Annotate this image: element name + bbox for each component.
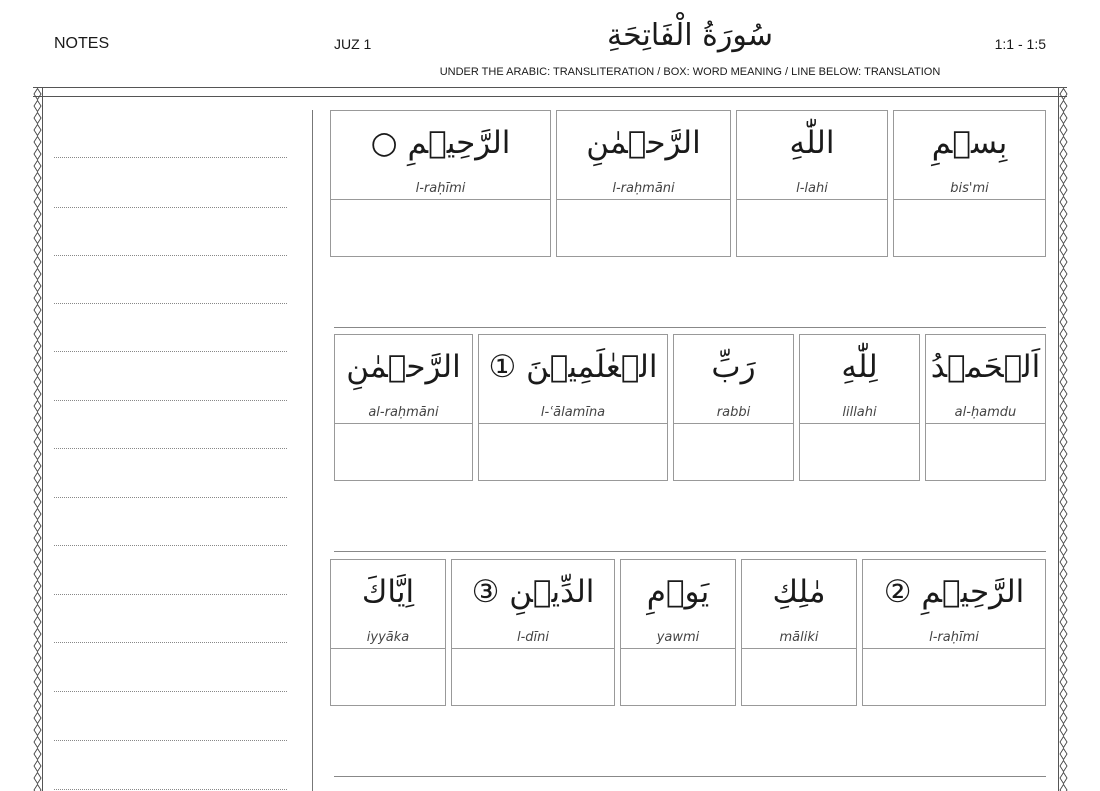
note-line[interactable] xyxy=(54,691,287,692)
rail-pattern-left xyxy=(33,88,42,791)
word-box xyxy=(330,110,551,257)
transliteration: l-raḥīmi xyxy=(415,181,466,196)
transliteration: l-lahi xyxy=(796,181,828,196)
word-meaning-box[interactable] xyxy=(452,648,614,705)
surah-title: سُورَةُ الْفَاتِحَةِ xyxy=(607,18,773,53)
word-meaning-box[interactable] xyxy=(737,199,887,256)
word-meaning-box[interactable] xyxy=(479,423,667,480)
transliteration: l-raḥmāni xyxy=(612,181,675,196)
transliteration: māliki xyxy=(779,630,819,645)
word-meaning-box[interactable] xyxy=(742,648,856,705)
word-meaning-box[interactable] xyxy=(800,423,919,480)
transliteration: rabbi xyxy=(716,405,751,420)
word-meaning-box[interactable] xyxy=(863,648,1045,705)
word-meaning-box[interactable] xyxy=(926,423,1045,480)
word-box xyxy=(451,559,615,706)
word-meaning-box[interactable] xyxy=(331,199,550,256)
word-box xyxy=(799,334,920,481)
arabic-word: اِيَّاكَ xyxy=(361,574,415,610)
translation-line[interactable] xyxy=(334,776,1046,777)
arabic-word: مٰلِكِ xyxy=(772,574,826,610)
arabic-word: الرَّحۡمٰنِ xyxy=(346,349,461,385)
rail-pattern-right xyxy=(1059,88,1068,791)
border-rail-right xyxy=(1058,88,1068,791)
arabic-word: رَبِّ xyxy=(711,349,756,385)
transliteration: iyyāka xyxy=(366,630,410,645)
word-box xyxy=(673,334,794,481)
word-meaning-box[interactable] xyxy=(557,199,730,256)
arabic-word: الۡعٰلَمِيۡنَ ① xyxy=(488,349,658,385)
word-box xyxy=(925,334,1046,481)
header-notes-label: NOTES xyxy=(54,35,110,52)
transliteration: al-ḥamdu xyxy=(954,405,1017,420)
arabic-word: بِسۡمِ xyxy=(931,125,1008,161)
transliteration: al-raḥmāni xyxy=(368,405,439,420)
frame-top-line xyxy=(33,87,1067,88)
arabic-word: اللّٰهِ xyxy=(789,125,835,161)
frame-inner-line xyxy=(33,96,1067,97)
note-line[interactable] xyxy=(54,157,287,158)
border-rail-left xyxy=(33,88,43,791)
word-box xyxy=(741,559,857,706)
note-line[interactable] xyxy=(54,400,287,401)
note-line[interactable] xyxy=(54,448,287,449)
note-line[interactable] xyxy=(54,740,287,741)
note-line[interactable] xyxy=(54,255,287,256)
verse-range: 1:1 - 1:5 xyxy=(994,36,1046,52)
word-meaning-box[interactable] xyxy=(331,648,445,705)
arabic-word: الدِّيۡنِ ③ xyxy=(471,574,595,610)
arabic-word: الرَّحۡمٰنِ xyxy=(586,125,701,161)
arabic-word: اَلۡحَمۡدُ xyxy=(930,349,1041,385)
word-meaning-box[interactable] xyxy=(894,199,1045,256)
note-line[interactable] xyxy=(54,303,287,304)
note-line[interactable] xyxy=(54,642,287,643)
legend-text: UNDER THE ARABIC: TRANSLITERATION / BOX: WORD MEANING / LINE BELOW: TRANSLATION xyxy=(439,66,941,78)
column-divider xyxy=(312,110,313,791)
word-box xyxy=(330,559,446,706)
arabic-word: الرَّحِيۡمِ ② xyxy=(883,574,1025,610)
note-line[interactable] xyxy=(54,207,287,208)
arabic-word: لِلّٰهِ xyxy=(841,349,878,385)
translation-line[interactable] xyxy=(334,327,1046,328)
arabic-word: الرَّحِيۡمِ ○ xyxy=(370,125,511,161)
transliteration: bis'mi xyxy=(950,181,989,196)
word-box xyxy=(736,110,888,257)
note-line[interactable] xyxy=(54,351,287,352)
word-box xyxy=(334,334,473,481)
note-line[interactable] xyxy=(54,789,287,790)
header-juz-label: JUZ 1 xyxy=(334,36,372,52)
note-line[interactable] xyxy=(54,594,287,595)
word-box xyxy=(620,559,736,706)
note-line[interactable] xyxy=(54,497,287,498)
arabic-word: يَوۡمِ xyxy=(646,574,710,610)
transliteration: yawmi xyxy=(656,630,700,645)
translation-line[interactable] xyxy=(334,551,1046,552)
notes-column xyxy=(54,100,287,791)
word-box xyxy=(556,110,731,257)
word-box xyxy=(893,110,1046,257)
word-box xyxy=(862,559,1046,706)
transliteration: lillahi xyxy=(842,405,877,420)
transliteration: l-ʿālamīna xyxy=(540,405,606,420)
transliteration: l-dīni xyxy=(516,630,550,645)
transliteration: l-raḥīmi xyxy=(929,630,979,645)
word-meaning-box[interactable] xyxy=(335,423,472,480)
word-meaning-box[interactable] xyxy=(621,648,735,705)
word-box xyxy=(478,334,668,481)
word-meaning-box[interactable] xyxy=(674,423,793,480)
note-line[interactable] xyxy=(54,545,287,546)
